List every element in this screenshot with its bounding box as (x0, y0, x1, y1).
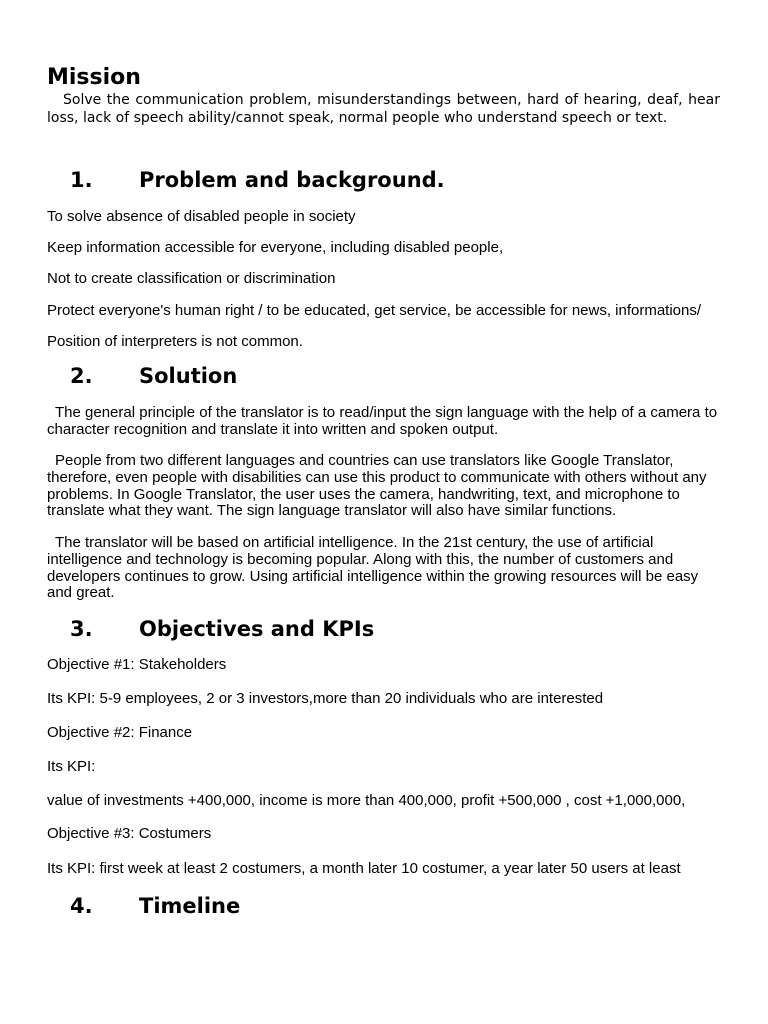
mission-title: Mission (47, 65, 141, 90)
section-heading-solution (70, 362, 237, 390)
section-heading-objectives (70, 615, 374, 643)
solution-paragraph: The general principle of the translator is to read/input the sign language with the help of a camera to character recognition and translate it into written and spoken output. (47, 404, 718, 438)
section-title: Problem and background. (139, 168, 445, 192)
section-title: Solution (139, 364, 238, 388)
section-title: Timeline (139, 894, 241, 918)
solution-paragraph: People from two different languages and countries can use translators like Google Translator, therefore, even people with disabilities can use this product to communicate with others without any problems. In Google Translator, the user uses the camera, handwriting, text, and microphone to translate what they want. The sign language translator will also have similar functions. (47, 452, 707, 520)
section-number: 3. (70, 617, 93, 641)
objectives-line: Objective #1: Stakeholders (47, 656, 227, 673)
section-title: Objectives and KPIs (139, 617, 375, 641)
objectives-line: Objective #3: Costumers (47, 825, 212, 842)
section-heading-timeline (70, 892, 240, 920)
section-heading-problem (70, 166, 445, 194)
objectives-line: Its KPI: 5-9 employees, 2 or 3 investors,more than 20 individuals who are interested (47, 690, 604, 707)
mission-text: Solve the communication problem, misunderstandings between, hard of hearing, deaf, hear loss, lack of speech ability/cannot speak, normal people who understand speech or text. (47, 92, 720, 126)
problem-line: Keep information accessible for everyone, including disabled people, (47, 239, 504, 256)
section-number: 2. (70, 364, 93, 388)
section-number: 4. (70, 894, 93, 918)
objectives-line: Objective #2: Finance (47, 724, 193, 741)
objectives-line: Its KPI: (47, 758, 96, 775)
objectives-line: value of investments +400,000, income is more than 400,000, profit +500,000 , cost +1,000,000, (47, 792, 686, 809)
objectives-line: Its KPI: first week at least 2 costumers, a month later 10 costumer, a year later 50 users at least (47, 860, 681, 877)
problem-line: Protect everyone's human right / to be educated, get service, be accessible for news, informations/ (47, 302, 702, 319)
problem-line: Position of interpreters is not common. (47, 333, 303, 350)
problem-line: Not to create classification or discrimination (47, 270, 336, 287)
problem-line: To solve absence of disabled people in society (47, 208, 356, 225)
solution-paragraph: The translator will be based on artificial intelligence. In the 21st century, the use of artificial intelligence and technology is becoming popular. Along with this, the number of customers and developers continues to grow. Using artificial intelligence within the growing resources will be easy and great. (47, 534, 699, 602)
section-number: 1. (70, 168, 93, 192)
